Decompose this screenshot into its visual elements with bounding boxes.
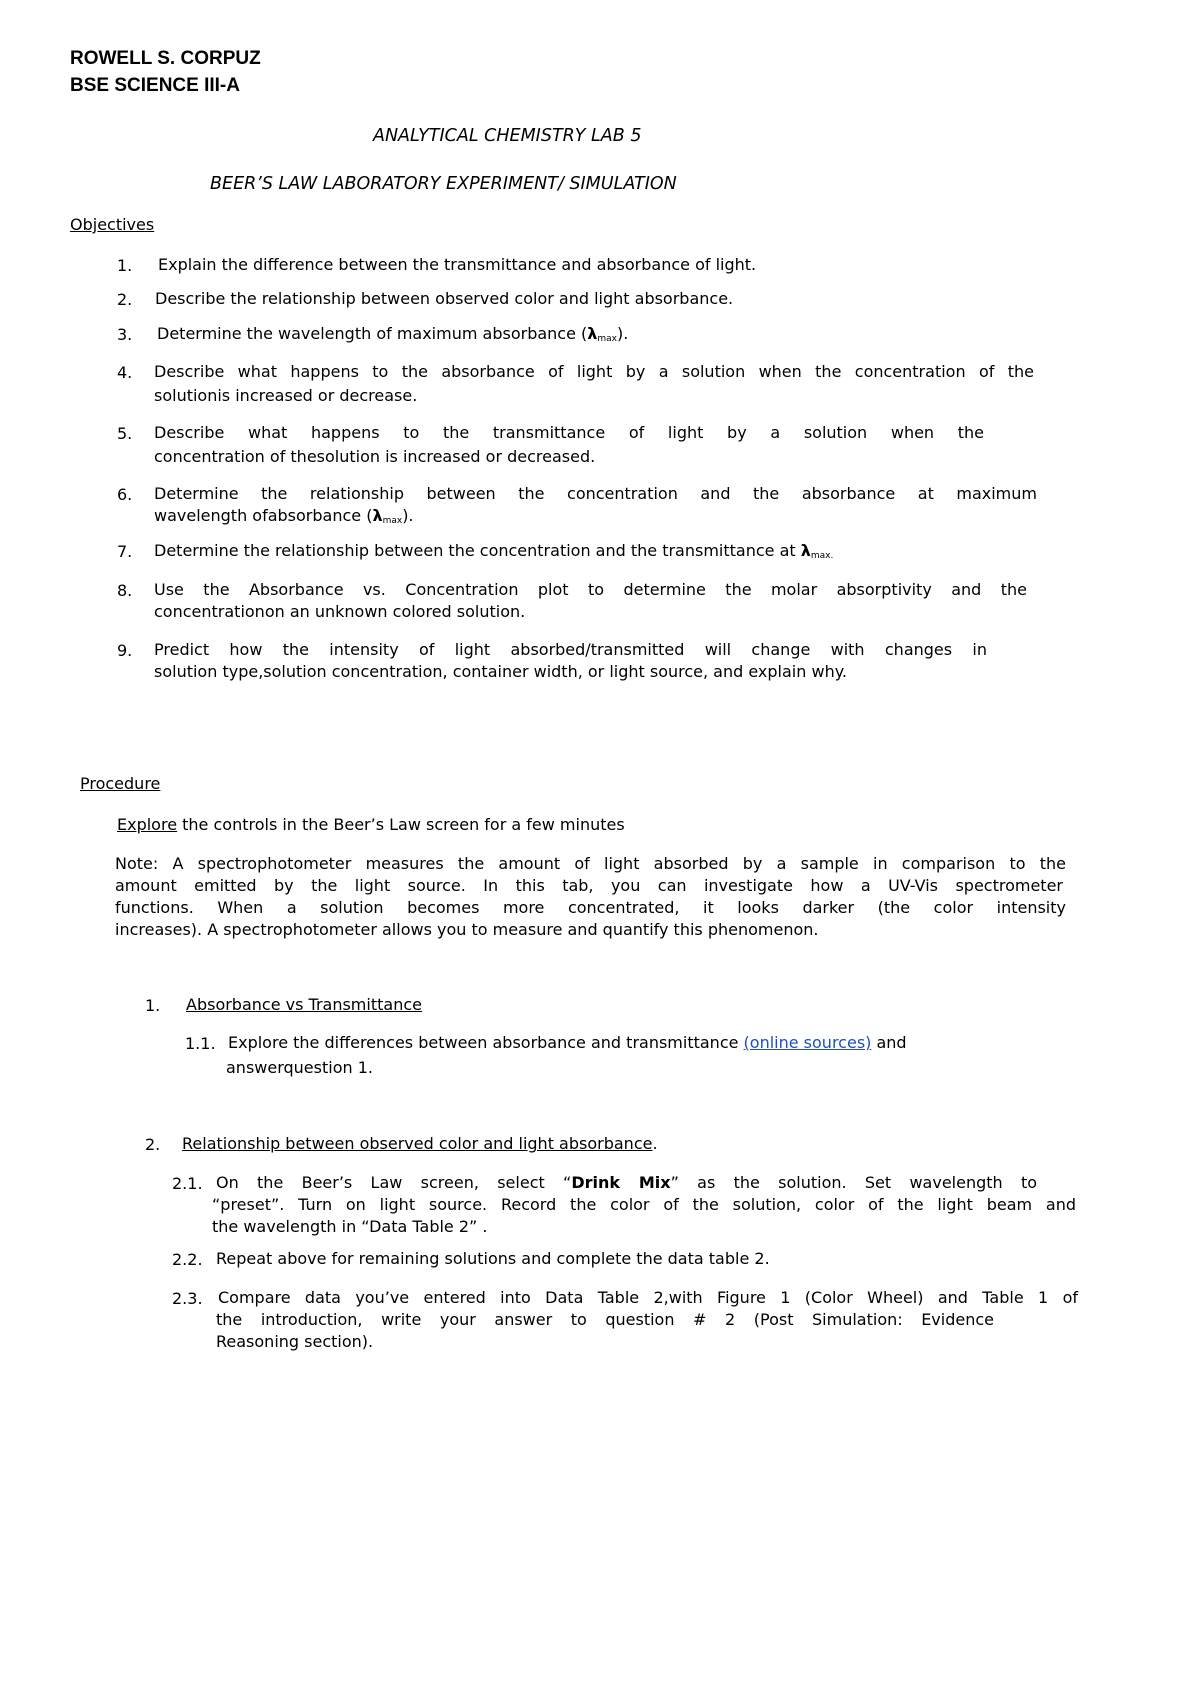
- objective-text: Determine the relationship between the concentration and the absorbance at maximum: [154, 484, 1037, 503]
- objective-text: Predict how the intensity of light absorbed/transmitted will change with changes in: [154, 640, 987, 659]
- substep-text: Repeat above for remaining solutions and complete the data table 2.: [216, 1249, 770, 1268]
- online-sources-link[interactable]: (online sources): [743, 1033, 872, 1052]
- objective-number: 8.: [117, 581, 133, 600]
- objective-number: 3.: [117, 325, 133, 344]
- substep-text-part: ” as the solution. Set wavelength to: [670, 1173, 1038, 1192]
- procedure-heading: Procedure: [80, 774, 161, 793]
- substep-text-part: On the Beer’s Law screen, select “: [216, 1173, 572, 1192]
- substep-text: [228, 1032, 907, 1054]
- substep-text: answerquestion 1.: [226, 1058, 373, 1077]
- explore-rest: the controls in the Beer’s Law screen for a few minutes: [177, 815, 625, 834]
- step-title: Relationship between observed color and light absorbance: [182, 1134, 653, 1153]
- substep-number: 1.1.: [185, 1034, 216, 1053]
- objective-text-part: Determine the wavelength of maximum absorbance (: [157, 324, 588, 343]
- lambda-symbol: λ: [800, 541, 811, 560]
- objective-number: 5.: [117, 424, 133, 443]
- explore-word: Explore: [117, 815, 178, 834]
- objective-text: solution type,solution concentration, container width, or light source, and explain why.: [154, 662, 847, 681]
- objective-text: [157, 323, 628, 350]
- subscript-max: max: [597, 334, 617, 344]
- step-title-line: [182, 1133, 658, 1155]
- substep-text: Compare data you’ve entered into Data Table 2,with Figure 1 (Color Wheel) and Table 1 of: [218, 1288, 1078, 1307]
- step-title: Absorbance vs Transmittance: [186, 995, 422, 1014]
- author-section: BSE SCIENCE III-A: [70, 75, 240, 96]
- substep-number: 2.1.: [172, 1174, 203, 1193]
- step-title-end: .: [652, 1134, 658, 1153]
- note-line: amount emitted by the light source. In this tab, you can investigate how a UV-Vis spectrometer: [115, 876, 1063, 895]
- substep-text: the introduction, write your answer to question # 2 (Post Simulation: Evidence: [216, 1310, 994, 1329]
- substep-number: 2.3.: [172, 1289, 203, 1308]
- drink-mix-bold: Drink Mix: [571, 1173, 671, 1192]
- experiment-title: BEER’S LAW LABORATORY EXPERIMENT/ SIMULATION: [210, 174, 677, 194]
- note-line: Note: A spectrophotometer measures the amount of light absorbed by a sample in comparison to the: [115, 854, 1066, 873]
- lab-title: ANALYTICAL CHEMISTRY LAB 5: [373, 126, 642, 146]
- substep-text-part: Explore the differences between absorbance and transmittance: [228, 1033, 744, 1052]
- objective-text-part: ).: [402, 506, 414, 525]
- objective-number: 1.: [117, 256, 133, 275]
- objective-text-part: wavelength ofabsorbance (: [154, 506, 373, 525]
- step-number: 2.: [145, 1135, 161, 1154]
- objective-number: 2.: [117, 290, 133, 309]
- substep-text-part: and: [871, 1033, 907, 1052]
- objective-text: concentration of thesolution is increased or decreased.: [154, 447, 596, 466]
- objective-number: 7.: [117, 542, 133, 561]
- objective-text: Describe what happens to the absorbance of light by a solution when the concentration of the: [154, 362, 1034, 381]
- note-line: increases). A spectrophotometer allows you to measure and quantify this phenomenon.: [115, 920, 819, 939]
- lambda-symbol: λ: [372, 506, 383, 525]
- step-number: 1.: [145, 996, 161, 1015]
- substep-text: [216, 1172, 1037, 1194]
- substep-text: the wavelength in “Data Table 2” .: [212, 1217, 488, 1236]
- explore-line: [117, 814, 625, 836]
- objectives-heading: Objectives: [70, 215, 155, 234]
- objective-text-part: Determine the relationship between the concentration and the transmittance at: [154, 541, 801, 560]
- objective-number: 6.: [117, 485, 133, 504]
- note-line: functions. When a solution becomes more concentrated, it looks darker (the color intensity: [115, 898, 1066, 917]
- objective-text: Describe the relationship between observed color and light absorbance.: [155, 289, 734, 308]
- subscript-max: max: [382, 516, 403, 526]
- substep-text: “preset”. Turn on light source. Record the color of the solution, color of the light beam and: [212, 1195, 1076, 1214]
- lambda-symbol: λ: [587, 324, 598, 343]
- objective-number: 4.: [117, 363, 133, 382]
- objective-text: [154, 540, 833, 567]
- author-name: ROWELL S. CORPUZ: [70, 48, 261, 69]
- objective-text: Explain the difference between the transmittance and absorbance of light.: [158, 255, 757, 274]
- objective-text-part: ).: [617, 324, 629, 343]
- objective-text: Describe what happens to the transmittance of light by a solution when the: [154, 423, 984, 442]
- substep-text: Reasoning section).: [216, 1332, 374, 1351]
- objective-text: [154, 505, 414, 532]
- objective-text: concentrationon an unknown colored solution.: [154, 602, 526, 621]
- objective-text: solutionis increased or decrease.: [154, 386, 418, 405]
- substep-number: 2.2.: [172, 1250, 203, 1269]
- objective-number: 9.: [117, 641, 133, 660]
- subscript-max: max.: [810, 551, 834, 561]
- objective-text: Use the Absorbance vs. Concentration plot to determine the molar absorptivity and the: [154, 580, 1027, 599]
